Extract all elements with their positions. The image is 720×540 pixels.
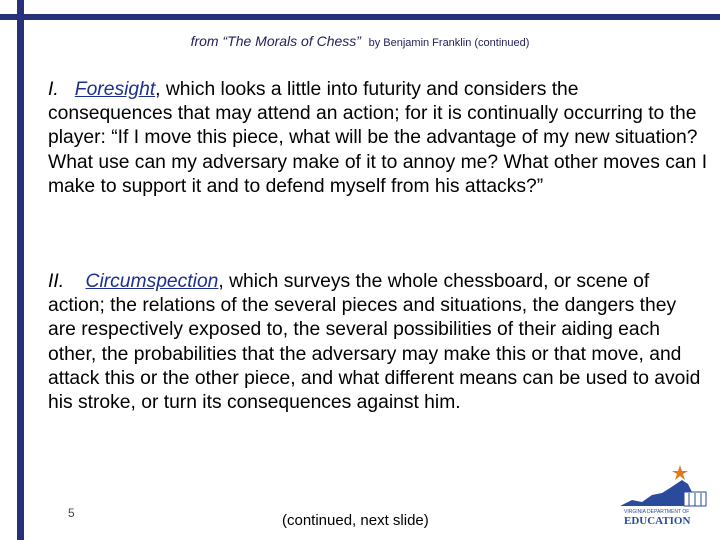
- term-circumspection: Circumspection: [85, 271, 219, 292]
- paragraph-numeral: II.: [48, 271, 65, 292]
- slide-frame-vertical-bar: [17, 0, 24, 540]
- term-foresight: Foresight: [74, 79, 156, 100]
- paragraph-circumspection: [48, 270, 708, 415]
- slide-header: [0, 33, 720, 49]
- continued-note: (continued, next slide): [282, 512, 429, 529]
- slide-frame-horizontal-bar: [0, 14, 720, 20]
- paragraph-text: , which surveys the whole chessboard, or scene of action; the relations of the several pieces and situations, the dangers they are respectively exposed to, the several possibilities of their aiding each other, the probabilities that the adversary may make this or that move, and attack this or the other piece, and what different means can be used to avoid his stroke, or turn its consequences against him.: [48, 271, 701, 414]
- header-byline: by Benjamin Franklin (continued): [368, 37, 530, 49]
- logo-main-text: EDUCATION: [624, 515, 691, 526]
- header-title: from “The Morals of Chess”: [190, 33, 361, 49]
- page-number: 5: [68, 506, 75, 520]
- star-icon: [672, 465, 688, 480]
- logo-graphic: [618, 462, 714, 526]
- logo-top-text: VIRGINIA DEPARTMENT OF: [624, 509, 690, 515]
- virginia-department-of-education-logo: [618, 462, 714, 526]
- paragraph-numeral: I.: [48, 79, 59, 100]
- paragraph-text: , which looks a little into futurity and considers the consequences that may attend an action; for it is continually occurring to the player: “If I move this piece, what will be the advantage of my new situation? What use can my adversary make of it to annoy me? What other moves can I make to support it and to defend myself from his attacks?”: [48, 79, 708, 197]
- paragraph-foresight: [48, 78, 708, 199]
